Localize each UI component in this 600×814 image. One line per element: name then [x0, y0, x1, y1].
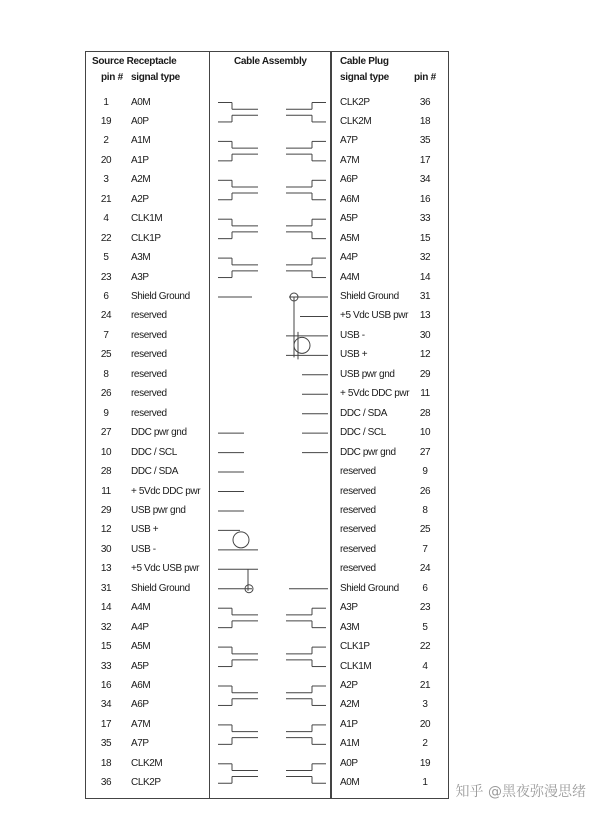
- plug-signal-type: A7P: [340, 135, 358, 147]
- plug-pin-number: 14: [419, 271, 431, 283]
- source-pin-number: 13: [100, 563, 112, 575]
- source-signal-type: A0M: [131, 96, 151, 108]
- plug-signal-type: reserved: [340, 504, 376, 516]
- plug-signal-type: USB pwr gnd: [340, 368, 395, 380]
- plug-pin-number: 19: [419, 757, 431, 769]
- plug-signal-type: A5P: [340, 213, 358, 225]
- plug-signal-type: CLK1P: [340, 641, 370, 653]
- plug-signal-type: A2P: [340, 680, 358, 691]
- source-receptacle-header: Source Receptacle: [92, 56, 177, 67]
- plug-pin-number: 6: [422, 582, 428, 594]
- source-signal-type: A4P: [131, 621, 149, 633]
- plug-pin-number: 33: [419, 213, 431, 225]
- plug-pin-number: 24: [419, 563, 431, 575]
- plug-signal-type: DDC pwr gnd: [340, 446, 396, 458]
- plug-pin-number: 25: [419, 524, 431, 536]
- source-signal-type: A3M: [131, 252, 151, 264]
- source-signal-type: + 5Vdc DDC pwr: [131, 485, 201, 497]
- source-signal-type: reserved: [131, 368, 167, 380]
- plug-signal-type: Shield Ground: [340, 582, 399, 594]
- source-signal-type: A1M: [131, 135, 151, 147]
- plug-signal-type: A1M: [340, 738, 360, 750]
- source-pin-number: 17: [100, 718, 112, 730]
- source-signal-type: DDC / SDA: [131, 466, 178, 478]
- plug-signal-type: Shield Ground: [340, 291, 399, 302]
- source-signal-type: reserved: [131, 407, 167, 419]
- source-signal-type: reserved: [131, 388, 167, 400]
- plug-pin-number: 3: [422, 699, 428, 711]
- source-signal-type: USB +: [131, 524, 159, 536]
- cable-assembly-header: Cable Assembly: [234, 56, 307, 67]
- source-signal-type: A2P: [131, 193, 149, 205]
- plug-pin-number: 35: [419, 135, 431, 147]
- plug-pin-number: 16: [419, 193, 431, 205]
- source-signal-type: A3P: [131, 271, 149, 283]
- plug-pin-number: 10: [419, 427, 431, 439]
- source-pin-number: 3: [103, 174, 109, 186]
- plug-signal-type: A6P: [340, 174, 358, 186]
- source-signal-type: CLK1P: [131, 232, 161, 244]
- plug-signal-header: signal type: [340, 72, 389, 83]
- source-signal-type: A7M: [131, 718, 151, 730]
- source-signal-type: Shield Ground: [131, 291, 190, 302]
- source-signal-type: A1P: [131, 154, 149, 166]
- source-pin-number: 8: [103, 368, 109, 380]
- source-pin-number: 4: [103, 213, 109, 225]
- plug-signal-type: USB -: [340, 329, 365, 341]
- source-signal-type: DDC / SCL: [131, 446, 177, 458]
- source-pin-number: 30: [100, 543, 112, 555]
- source-signal-type: A2M: [131, 174, 151, 186]
- plug-pin-number: 34: [419, 174, 431, 186]
- source-pin-number: 27: [100, 427, 112, 439]
- plug-signal-type: reserved: [340, 524, 376, 536]
- source-pin-number: 25: [100, 349, 112, 361]
- plug-pin-number: 36: [419, 96, 431, 108]
- source-signal-type: A4M: [131, 602, 151, 614]
- plug-pin-number: 12: [419, 349, 431, 361]
- plug-pin-number: 32: [419, 252, 431, 264]
- source-signal-type: A6M: [131, 680, 151, 691]
- plug-pin-number: 9: [422, 466, 428, 478]
- plug-pin-number: 11: [420, 388, 430, 400]
- plug-signal-type: A2M: [340, 699, 360, 711]
- plug-signal-type: A0P: [340, 757, 358, 769]
- source-pin-number: 19: [100, 115, 112, 127]
- source-signal-type: CLK2M: [131, 757, 163, 769]
- source-signal-type: A0P: [131, 115, 149, 127]
- plug-pin-number: 2: [422, 738, 428, 750]
- source-signal-type: USB -: [131, 543, 156, 555]
- plug-signal-type: +5 Vdc USB pwr: [340, 310, 409, 322]
- source-pin-number: 21: [100, 193, 112, 205]
- source-pin-number: 26: [100, 388, 112, 400]
- source-pin-number: 2: [103, 135, 109, 147]
- source-pin-number: 33: [100, 660, 112, 672]
- source-pin-number: 7: [103, 329, 109, 341]
- source-signal-type: reserved: [131, 310, 167, 322]
- source-pin-number: 24: [100, 310, 112, 322]
- plug-pin-number: 5: [422, 621, 428, 633]
- plug-signal-type: A0M: [340, 777, 360, 789]
- source-pin-number: 15: [100, 641, 112, 653]
- plug-signal-type: USB +: [340, 349, 368, 361]
- plug-pin-number: 1: [422, 777, 428, 789]
- source-signal-type: DDC pwr gnd: [131, 427, 187, 439]
- source-signal-type: A7P: [131, 738, 149, 750]
- source-signal-type: A6P: [131, 699, 149, 711]
- usb-shield-symbol: [294, 337, 310, 353]
- plug-signal-type: A4P: [340, 252, 358, 264]
- source-signal-type: Shield Ground: [131, 582, 190, 594]
- source-pin-number: 22: [100, 232, 112, 244]
- source-pin-number: 20: [100, 154, 112, 166]
- source-signal-type: USB pwr gnd: [131, 504, 186, 516]
- plug-pin-number: 30: [419, 329, 431, 341]
- source-pin-header: pin #: [101, 72, 123, 83]
- source-signal-type: CLK1M: [131, 213, 163, 225]
- plug-pin-number: 13: [419, 310, 431, 322]
- source-pin-number: 12: [100, 524, 112, 536]
- plug-signal-type: CLK2P: [340, 96, 370, 108]
- source-pin-number: 1: [103, 96, 109, 108]
- watermark-text: 知乎 @黑夜弥漫思绪: [455, 784, 586, 800]
- source-pin-number: 31: [100, 582, 112, 594]
- source-pin-number: 10: [100, 446, 112, 458]
- source-pin-number: 36: [100, 777, 112, 789]
- plug-signal-type: DDC / SDA: [340, 407, 387, 419]
- usb-shield-symbol: [233, 532, 249, 548]
- source-signal-header: signal type: [131, 72, 180, 83]
- plug-pin-number: 4: [422, 660, 428, 672]
- source-pin-number: 16: [100, 680, 112, 691]
- plug-pin-header: pin #: [414, 72, 436, 83]
- source-signal-type: CLK2P: [131, 777, 161, 789]
- source-pin-number: 18: [100, 757, 112, 769]
- plug-pin-number: 21: [419, 680, 431, 691]
- plug-signal-type: A6M: [340, 193, 360, 205]
- source-pin-number: 11: [101, 485, 111, 497]
- source-pin-number: 32: [100, 621, 112, 633]
- source-pin-number: 34: [100, 699, 112, 711]
- plug-signal-type: A7M: [340, 154, 360, 166]
- source-signal-type: reserved: [131, 349, 167, 361]
- source-signal-type: reserved: [131, 329, 167, 341]
- plug-signal-type: reserved: [340, 563, 376, 575]
- plug-signal-type: DDC / SCL: [340, 427, 386, 439]
- plug-signal-type: + 5Vdc DDC pwr: [340, 388, 410, 400]
- plug-signal-type: A1P: [340, 718, 358, 730]
- plug-signal-type: A3M: [340, 621, 360, 633]
- source-pin-number: 23: [100, 271, 112, 283]
- source-pin-number: 35: [100, 738, 112, 750]
- plug-pin-number: 22: [419, 641, 431, 653]
- plug-pin-number: 18: [419, 115, 431, 127]
- source-pin-number: 14: [100, 602, 112, 614]
- plug-pin-number: 20: [419, 718, 431, 730]
- plug-signal-type: CLK1M: [340, 660, 372, 672]
- plug-signal-type: A5M: [340, 232, 360, 244]
- plug-pin-number: 23: [419, 602, 431, 614]
- plug-signal-type: reserved: [340, 485, 376, 497]
- source-pin-number: 29: [100, 504, 112, 516]
- plug-signal-type: A4M: [340, 271, 360, 283]
- plug-signal-type: CLK2M: [340, 115, 372, 127]
- plug-pin-number: 29: [419, 368, 431, 380]
- plug-pin-number: 17: [419, 154, 431, 166]
- plug-signal-type: reserved: [340, 466, 376, 478]
- plug-pin-number: 31: [419, 291, 431, 302]
- source-pin-number: 6: [103, 291, 109, 302]
- plug-pin-number: 15: [419, 232, 431, 244]
- plug-pin-number: 26: [419, 485, 431, 497]
- source-pin-number: 28: [100, 466, 112, 478]
- plug-pin-number: 7: [422, 543, 428, 555]
- source-pin-number: 9: [103, 407, 109, 419]
- cable-plug-header: Cable Plug: [340, 56, 389, 67]
- source-signal-type: A5M: [131, 641, 151, 653]
- source-signal-type: A5P: [131, 660, 149, 672]
- plug-pin-number: 27: [419, 446, 431, 458]
- plug-signal-type: reserved: [340, 543, 376, 555]
- plug-pin-number: 8: [422, 504, 428, 516]
- plug-pin-number: 28: [419, 407, 431, 419]
- plug-signal-type: A3P: [340, 602, 358, 614]
- source-signal-type: +5 Vdc USB pwr: [131, 563, 200, 575]
- source-pin-number: 5: [103, 252, 109, 264]
